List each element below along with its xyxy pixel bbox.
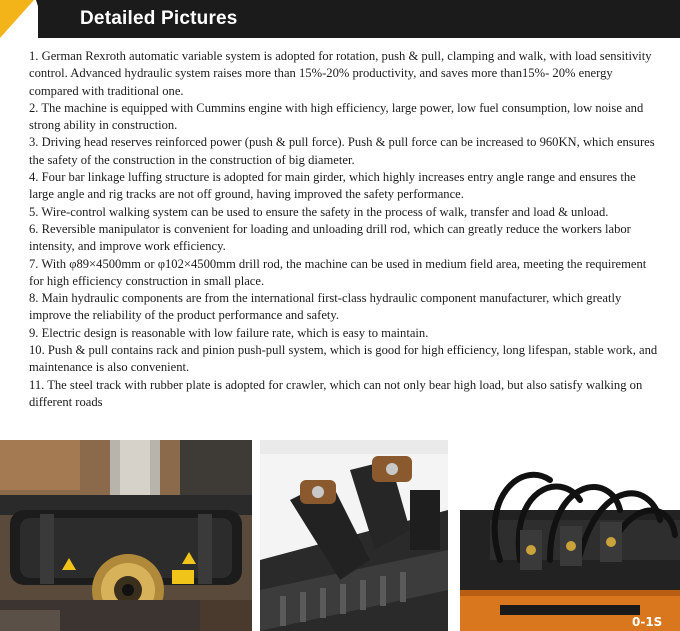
feature-item-1: 1. German Rexroth automatic variable system is adopted for rotation, push & pull, clamping and walk, with load sensitivity control. Advanced hydraulic system raises more than 15%-20% productivity, and saves more than15%- 20% energy compared with traditional one. [29,49,652,98]
header-accent-stripe [0,0,34,38]
feature-item-3: 3. Driving head reserves reinforced power (push & pull force). Push & pull force can be increased to 960KN, which ensures the safety of the construction in the construction of big diameter. [29,135,655,167]
manipulator-photo [260,440,448,631]
feature-item-7: 7. With φ89×4500mm or φ102×4500mm drill rod, the machine can be used in medium field area, meeting the requirement for high efficiency construction in small place. [29,256,647,288]
hydraulics-photo [460,440,680,631]
feature-item-8: 8. Main hydraulic components are from the international first-class hydraulic component manufacturer, which greatly improve the reliability of the product performance and safety. [29,291,622,323]
drive-head-photo [0,440,252,631]
detail-photos [0,440,680,631]
feature-item-10: 10. Push & pull contains rack and pinion push-pull system, which is good for high efficiency, long lifespan, stable work, and maintenance is also convenient. [29,343,658,375]
feature-item-6: 6. Reversible manipulator is convenient for loading and unloading drill rod, which can greatly reduce the workers labor intensity, and improve work efficiency. [29,221,631,254]
feature-list [29,48,659,411]
feature-item-11: 11. The steel track with rubber plate is adopted for crawler, which can not only bear high load, but also satisfy walking on different roads [29,377,643,409]
machine-stamp: 0-1S [632,615,663,629]
section-title: Detailed Pictures [80,8,238,29]
feature-item-5: 5. Wire-control walking system can be used to ensure the safety in the process of walk, transfer and load & unload. [29,204,609,219]
section-header [0,0,680,38]
feature-item-2: 2. The machine is equipped with Cummins engine with high efficiency, large power, low fuel consumption, low noise and strong ability in construction. [29,100,644,133]
feature-item-9: 9. Electric design is reasonable with low failure rate, which is easy to maintain. [29,325,429,340]
feature-item-4: 4. Four bar linkage luffing structure is adopted for main girder, which highly increases entry angle range and ensures the large angle and rig tracks are not off ground, having improved the safety performance. [29,170,636,202]
